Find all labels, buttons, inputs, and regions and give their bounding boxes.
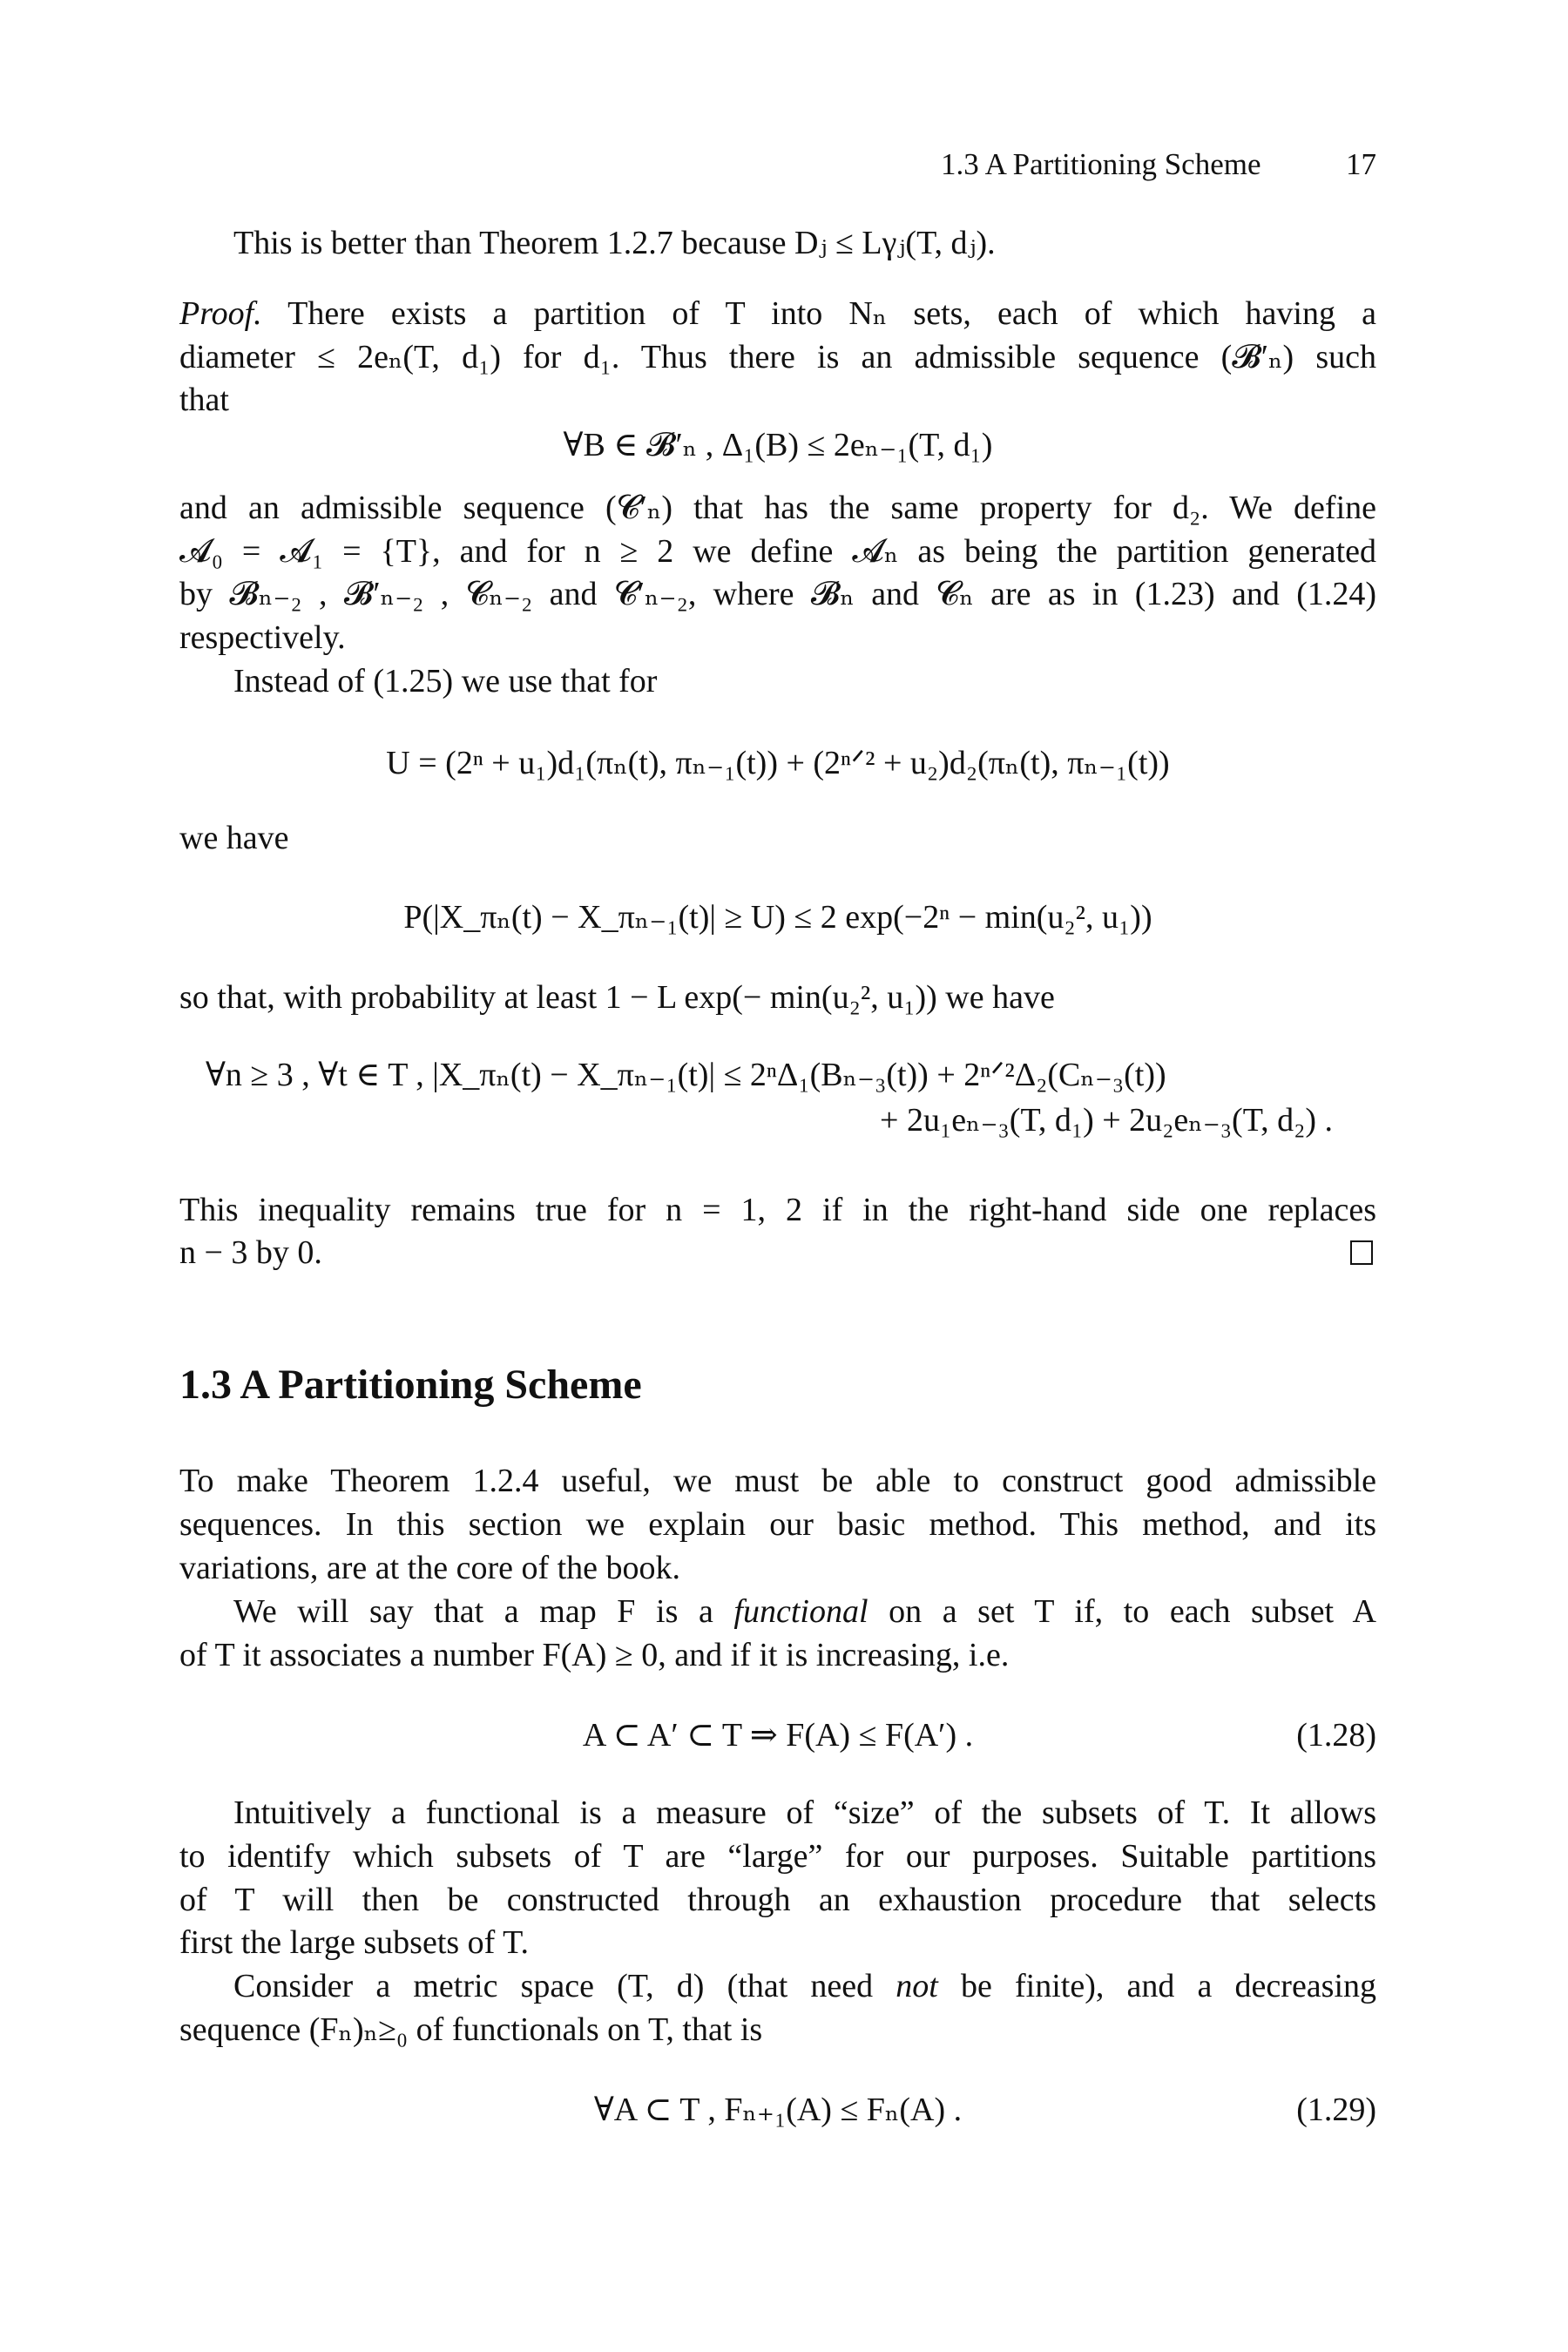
para2-line-2: of T it associates a number F(A) ≥ 0, and if it is increasing, i.e. bbox=[179, 1637, 1010, 1673]
emphasis-functional: functional bbox=[733, 1593, 868, 1630]
equation-1-29-body: ∀A ⊂ T , Fₙ₊₁(A) ≤ Fₙ(A) . bbox=[593, 2092, 963, 2128]
proof-line-4: and an admissible sequence (𝓒′ₙ) that has the same property for d₂. We define bbox=[179, 490, 1376, 526]
proof-line-7: respectively. bbox=[179, 619, 346, 656]
text: be finite), and a decreasing bbox=[961, 1968, 1377, 2004]
proof-line-1 bbox=[179, 294, 1376, 333]
proof-line-8: Instead of (1.25) we use that for bbox=[233, 663, 658, 700]
equation-1-29 bbox=[179, 2091, 1376, 2129]
running-title: 1.3 A Partitioning Scheme bbox=[941, 147, 1261, 181]
para2-line-1 bbox=[179, 1592, 1376, 1631]
para4-line-1 bbox=[179, 1967, 1376, 2005]
proof-line-12-text: n − 3 by 0. bbox=[179, 1234, 322, 1271]
proof-line-6: by 𝓑ₙ₋₂ , 𝓑′ₙ₋₂ , 𝓒ₙ₋₂ and 𝓒′ₙ₋₂, where 𝓑ₙ and 𝓒ₙ are as in (1.23) and (1.24) bbox=[179, 576, 1376, 612]
proof-line-3: that bbox=[179, 382, 229, 418]
proof-line-2: diameter ≤ 2eₙ(T, d₁) for d₁. Thus there is an admissible sequence (𝓑′ₙ) such bbox=[179, 339, 1376, 375]
equation-U: U = (2ⁿ + u₁)d₁(πₙ(t), πₙ₋₁(t)) + (2ⁿᐟ² + u₂)d₂(πₙ(t), πₙ₋₁(t)) bbox=[386, 745, 1170, 781]
proof-label: Proof. bbox=[179, 295, 262, 332]
equation-number: (1.29) bbox=[1296, 2092, 1376, 2128]
para3-line-1: Intuitively a functional is a measure of “size” of the subsets of T. It allows bbox=[233, 1794, 1376, 1831]
para3-line-3: of T will then be constructed through an exhaustion procedure that selects bbox=[179, 1882, 1376, 1918]
equation-forall-B: ∀B ∈ 𝓑′ₙ , Δ₁(B) ≤ 2eₙ₋₁(T, d₁) bbox=[563, 427, 993, 463]
qed-square-icon bbox=[1350, 1240, 1373, 1265]
section-heading: 1.3 A Partitioning Scheme bbox=[179, 1362, 642, 1408]
equation-number: (1.28) bbox=[1296, 1717, 1376, 1754]
emphasis-not: not bbox=[896, 1968, 938, 2004]
proof-line-11: This inequality remains true for n = 1, 2 if in the right-hand side one replaces bbox=[179, 1192, 1376, 1228]
equation-bound-line-2: + 2u₁eₙ₋₃(T, d₁) + 2u₂eₙ₋₃(T, d₂) . bbox=[880, 1102, 1333, 1139]
para3-line-2: to identify which subsets of T are “large” for our purposes. Suitable partitions bbox=[179, 1838, 1376, 1875]
text: Consider a metric space (T, d) (that need bbox=[233, 1968, 874, 2004]
text: on a set T if, to each subset A bbox=[889, 1593, 1376, 1630]
equation-bound-line-1: ∀n ≥ 3 , ∀t ∈ T , |X_πₙ(t) − X_πₙ₋₁(t)| ≤ 2ⁿΔ₁(Bₙ₋₃(t)) + 2ⁿᐟ²Δ₂(Cₙ₋₃(t)) bbox=[206, 1057, 1166, 1093]
para1-line-2: sequences. In this section we explain our basic method. This method, and its bbox=[179, 1506, 1376, 1543]
para3-line-4: first the large subsets of T. bbox=[179, 1924, 530, 1961]
proof-line-10: so that, with probability at least 1 − L exp(− min(u₂², u₁)) we have bbox=[179, 979, 1055, 1016]
proof-line-12 bbox=[179, 1233, 1376, 1272]
proof-line-5: 𝓐₀ = 𝓐₁ = {T}, and for n ≥ 2 we define 𝓐ₙ as being the partition generated bbox=[179, 533, 1376, 570]
page-number: 17 bbox=[1346, 147, 1376, 181]
text: We will say that a map F is a bbox=[233, 1593, 713, 1630]
proof-line-9: we have bbox=[179, 820, 289, 856]
para1-line-3: variations, are at the core of the book. bbox=[179, 1550, 681, 1586]
equation-probability: P(|X_πₙ(t) − X_πₙ₋₁(t)| ≥ U) ≤ 2 exp(−2ⁿ − min(u₂², u₁)) bbox=[403, 899, 1152, 936]
equation-1-28-body: A ⊂ A′ ⊂ T ⇒ F(A) ≤ F(A′) . bbox=[582, 1717, 974, 1754]
proof-text: There exists a partition of T into Nₙ sets, each of which having a bbox=[287, 295, 1376, 332]
equation-1-28 bbox=[179, 1716, 1376, 1754]
remark-line: This is better than Theorem 1.2.7 because Dⱼ ≤ Lγⱼ(T, dⱼ). bbox=[233, 225, 996, 261]
running-header bbox=[179, 145, 1376, 184]
para1-line-1: To make Theorem 1.2.4 useful, we must be able to construct good admissible bbox=[179, 1463, 1376, 1499]
para4-line-2: sequence (Fₙ)ₙ≥₀ of functionals on T, that is bbox=[179, 2011, 763, 2048]
